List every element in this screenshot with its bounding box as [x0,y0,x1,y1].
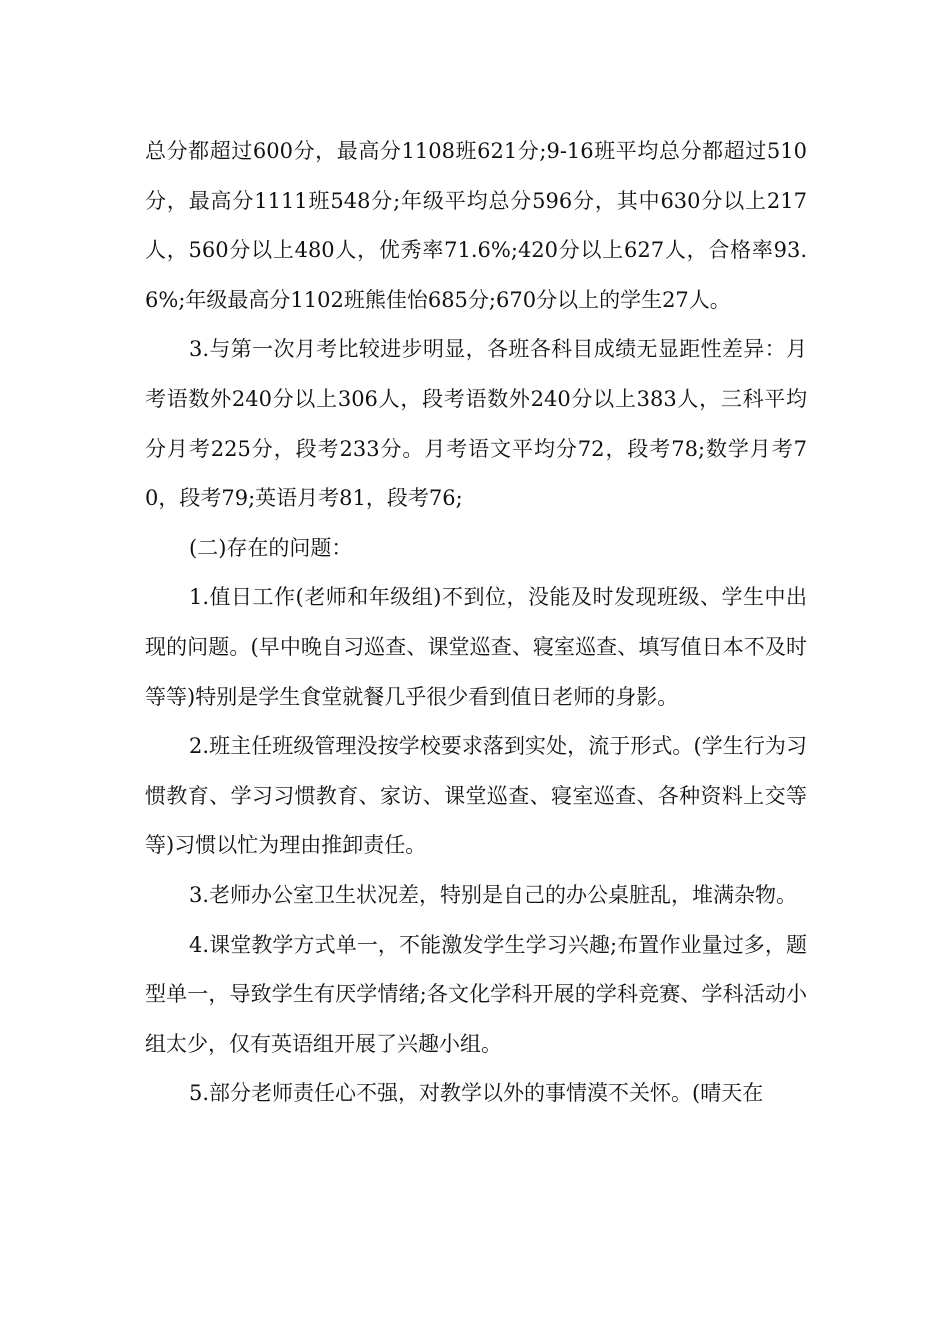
paragraph-problem-4: 4.课堂教学方式单一，不能激发学生学习兴趣;布置作业量过多，题型单一，导致学生有厌学情绪;各文化学科开展的学科竞赛、学科活动小组太少，仅有英语组开展了兴趣小组。 [145,932,807,1056]
paragraph-problem-2: 2.班主任班级管理没按学校要求落到实处，流于形式。(学生行为习惯教育、学习习惯教育、家访、课堂巡查、寝室巡查、各种资料上交等等)习惯以忙为理由推卸责任。 [145,734,807,858]
paragraph-problem-3: 3.老师办公室卫生状况差，特别是自己的办公桌脏乱，堆满杂物。 [189,882,798,907]
section-heading-problems: (二)存在的问题： [189,535,353,560]
document-body [145,127,807,1119]
paragraph-monthly-exam-comparison: 3.与第一次月考比较进步明显，各班各科目成绩无显距性差异：月考语数外240分以上306人，段考语数外240分以上383人，三科平均分月考225分，段考233分。月考语文平均分72，段考78;数学月考70，段考79;英语月考81，段考76; [145,337,807,511]
paragraph-score-summary: 总分都超过600分，最高分1108班621分;9-16班平均总分都超过510分，最高分1111班548分;年级平均总分596分，其中630分以上217人，560分以上480人，优秀率71.6%;420分以上627人，合格率93.6%;年级最高分1102班熊佳怡685分;670分以上的学生27人。 [145,139,807,312]
paragraph-problem-1: 1.值日工作(老师和年级组)不到位，没能及时发现班级、学生中出现的问题。(早中晚自习巡查、课堂巡查、寝室巡查、填写值日本不及时等等)特别是学生食堂就餐几乎很少看到值日老师的身影。 [145,585,807,709]
paragraph-problem-5: 5.部分老师责任心不强，对教学以外的事情漠不关怀。(晴天在 [189,1081,764,1106]
